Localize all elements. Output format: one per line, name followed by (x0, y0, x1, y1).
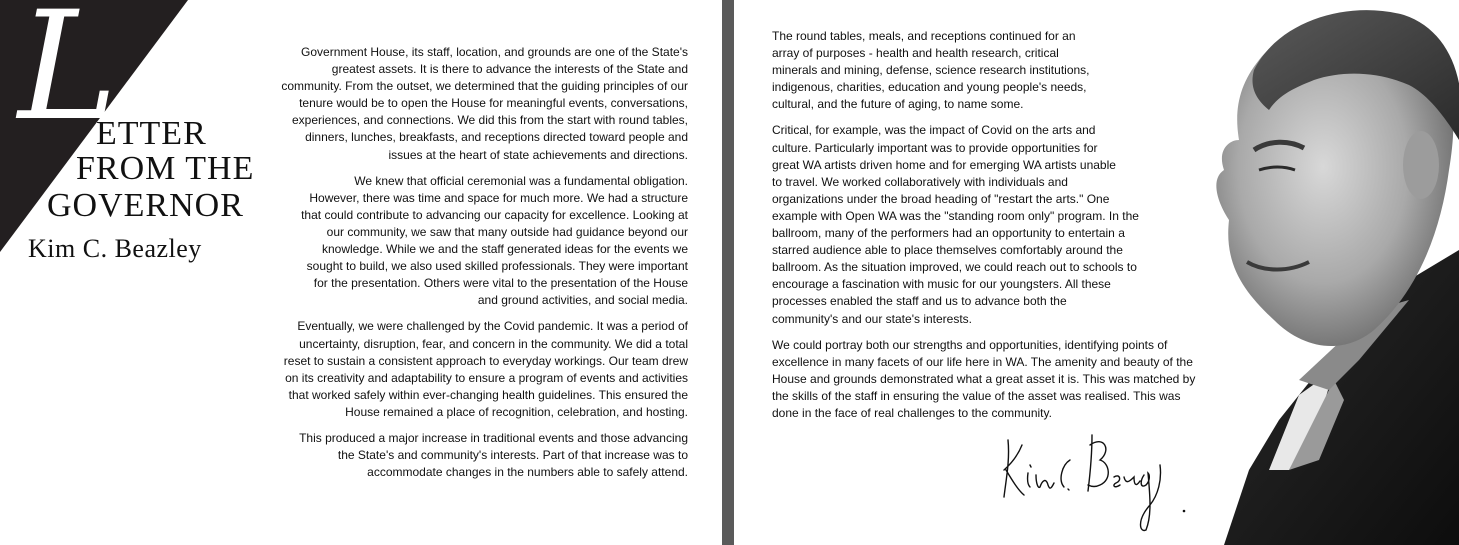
text-line: greatest assets. It is there to advance the interests of the State and (331, 62, 688, 77)
text-line: array of purposes - health and health research, critical (772, 46, 1059, 61)
text-line: the skills of the staff in ensuring the value of the asset was realised. This was (772, 388, 1181, 403)
right-body-text (772, 28, 1232, 431)
text-line: experiences, and connections. We did this from the start with round tables, (292, 113, 688, 128)
left-body-text (240, 44, 688, 490)
left-paragraph (240, 430, 688, 481)
text-line: processes enabled the staff and us to advance both the (772, 294, 1067, 309)
text-line: reset to sustain a consistent approach to everyday workings. Our team drew (283, 353, 688, 368)
text-line: tenure would be to open the House for meaningful events, conversations, (299, 96, 688, 111)
left-paragraph (240, 44, 688, 164)
text-line: accommodate changes in the numbers able to safely attend. (367, 465, 688, 480)
text-line: excellence in many facets of our life here in WA. The amenity and beauty of the (772, 354, 1193, 369)
right-paragraph (772, 122, 1232, 327)
text-line: uncertainty, disruption, fear, and concern in the community. We did a total (299, 336, 688, 351)
text-line: The round tables, meals, and receptions continued for an (772, 29, 1076, 43)
text-line: House and grounds demonstrated what a great asset it is. This was matched by (772, 371, 1196, 386)
text-line: organizations under the broad heading of "restart the arts." One (772, 191, 1110, 206)
text-line: indigenous, charities, education and young people's needs, (772, 80, 1087, 95)
text-line: sought to build, we also used skilled professionals. They were important (306, 259, 688, 274)
text-line: ballroom, many of the performers had an opportunity to entertain a (772, 226, 1125, 241)
text-line: the State's and community's interests. Part of that increase was to (337, 448, 688, 463)
text-line: We knew that official ceremonial was a fundamental obligation. (354, 173, 688, 188)
text-line: to travel. We worked collaboratively with individuals and (772, 174, 1068, 189)
signature (1000, 425, 1200, 535)
left-paragraph (240, 173, 688, 310)
text-line: our community, we saw that many outside had guidance beyond our (326, 224, 688, 239)
text-line: on its creativity and adaptability to ensure a program of events and activities (285, 370, 688, 385)
text-line: example with Open WA was the "standing room only" program. In the (772, 208, 1139, 223)
text-line: culture. Particularly important was to provide opportunities for (772, 140, 1098, 155)
title-line-2: FROM THE (76, 150, 255, 187)
text-line: However, there was time and space for much more. We had a structure (309, 190, 688, 205)
text-line: This produced a major increase in traditional events and those advancing (299, 430, 688, 445)
left-page (0, 0, 722, 545)
right-paragraph (772, 28, 1232, 113)
text-line: great WA artists driven home and for emerging WA artists unable (772, 157, 1116, 172)
text-line: minerals and mining, defense, science research institutions, (772, 63, 1090, 78)
left-paragraph (240, 318, 688, 421)
text-line: issues at the heart of state achievements and directions. (388, 147, 688, 162)
text-line: Eventually, we were challenged by the Covid pandemic. It was a period of (297, 319, 688, 334)
text-line: that could contribute to advancing our capacity for excellence. Looking at (301, 207, 688, 222)
title-line-3: GOVERNOR (47, 187, 244, 224)
text-line: dinners, lunches, breakfasts, and receptions directed toward people and (305, 130, 688, 145)
text-line: community. From the outset, we determined that the guiding principles of our (281, 79, 688, 94)
author-name: Kim C. Beazley (28, 234, 202, 263)
text-line: We could portray both our strengths and opportunities, identifying points of (772, 337, 1168, 352)
right-paragraph (772, 337, 1232, 422)
text-line: for the presentation. Others were vital to the presentation of the House (313, 276, 688, 291)
text-line: starred audience able to place themselves comfortably around the (772, 243, 1123, 258)
title-initial: L (18, 0, 118, 154)
text-line: and ground activities, and social media. (477, 293, 688, 308)
text-line: that worked safely within ever-changing health guidelines. This ensured the (288, 387, 688, 402)
text-line: encourage a fascination with music for our youngsters. All these (772, 277, 1111, 292)
text-line: Critical, for example, was the impact of Covid on the arts and (772, 123, 1096, 138)
page-gutter (722, 0, 734, 545)
text-line: ballroom. As the situation improved, we could reach out to schools to (772, 260, 1137, 275)
text-line: House remained a place of recognition, celebration, and hosting. (345, 404, 688, 419)
text-line: community's and our state's interests. (772, 311, 972, 326)
text-line: done in the face of real challenges to the community. (772, 405, 1052, 420)
text-line: Government House, its staff, location, and grounds are one of the State's (301, 45, 688, 59)
text-line: knowledge. While we and the staff generated ideas for the events we (321, 242, 688, 257)
title-line-1: ETTER (96, 115, 207, 152)
text-line: cultural, and the future of aging, to name some. (772, 97, 1024, 112)
right-page (734, 0, 1459, 545)
